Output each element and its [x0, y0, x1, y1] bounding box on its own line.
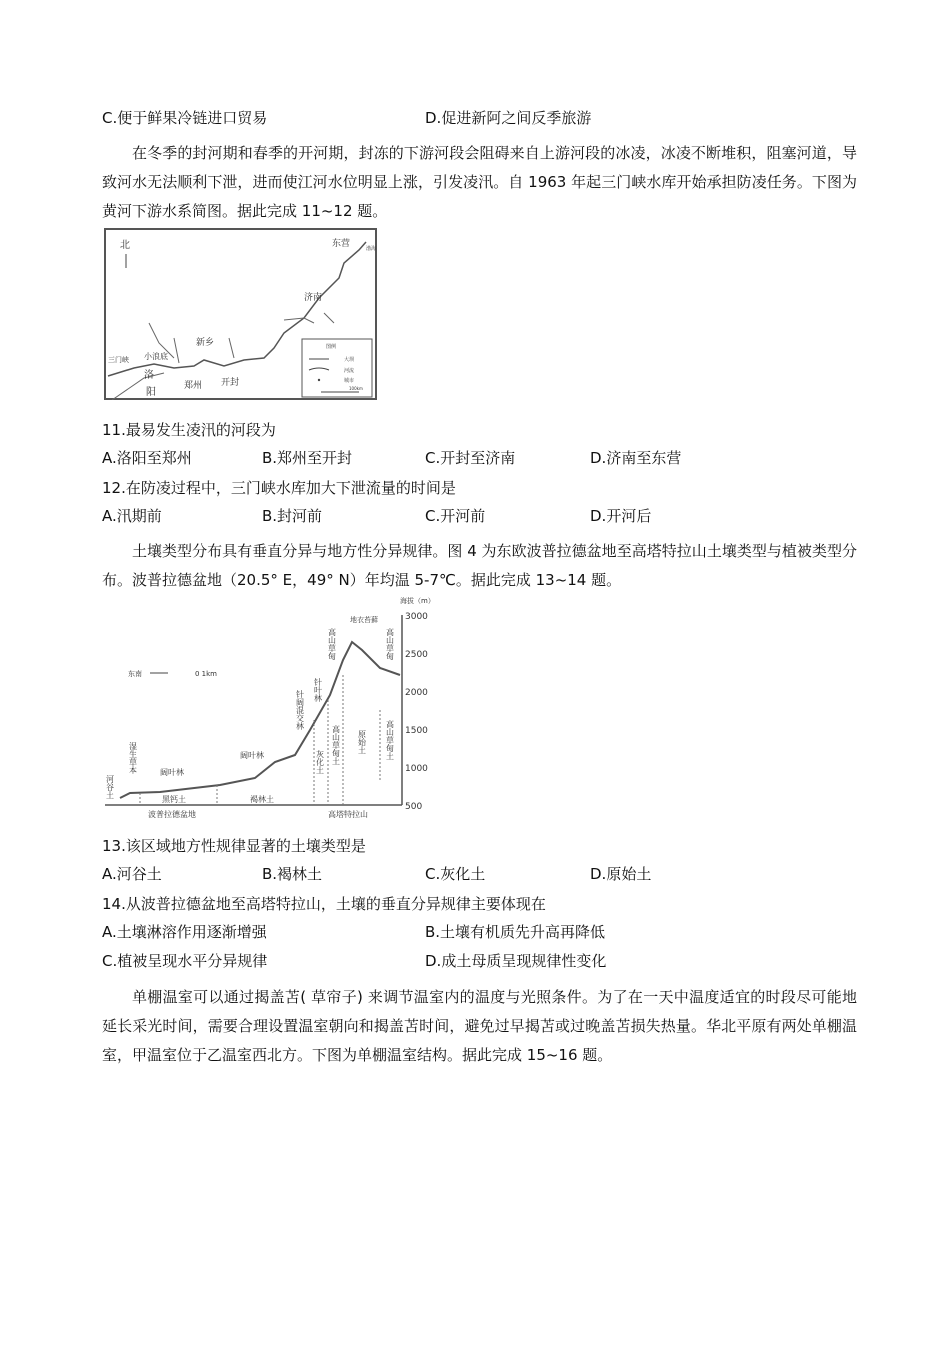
svg-text:阔叶林: 阔叶林	[240, 751, 264, 760]
svg-text:地衣苔藓: 地衣苔藓	[350, 616, 378, 624]
svg-text:2000: 2000	[405, 688, 428, 698]
q10-option-c: C.便于鲜果冷链进口贸易	[102, 109, 268, 127]
svg-text:0 1km: 0 1km	[195, 670, 218, 678]
q12-option-b: B.封河前	[262, 507, 323, 525]
svg-text:高山草甸土: 高山草甸土	[385, 720, 395, 760]
q12-option-d: D.开河后	[590, 507, 652, 525]
q10-option-d: D.促进新阿之间反季旅游	[425, 109, 592, 127]
svg-text:湿生草本: 湿生草本	[128, 742, 138, 774]
svg-text:3000: 3000	[405, 612, 428, 622]
svg-text:东营: 东营	[332, 239, 351, 249]
svg-text:大坝: 大坝	[344, 357, 355, 363]
svg-text:阔叶林: 阔叶林	[160, 768, 184, 777]
svg-text:黑钙土: 黑钙土	[162, 795, 186, 804]
svg-text:海拔（m）: 海拔（m）	[400, 597, 435, 605]
soil-profile-diagram	[100, 590, 440, 820]
svg-text:阳: 阳	[146, 387, 156, 398]
svg-text:500: 500	[405, 802, 423, 812]
q13-option-a: A.河谷土	[102, 865, 162, 883]
q12-option-a: A.汛期前	[102, 507, 162, 525]
q13-stem: 13.该区域地方性规律显著的土壤类型是	[102, 837, 366, 855]
svg-text:河流: 河流	[344, 368, 355, 374]
svg-text:开封: 开封	[221, 378, 240, 388]
svg-text:图例: 图例	[326, 344, 337, 350]
svg-text:济南: 济南	[304, 293, 323, 303]
svg-text:洛: 洛	[144, 370, 154, 381]
svg-text:新乡: 新乡	[196, 338, 215, 348]
svg-text:河谷土: 河谷土	[105, 775, 115, 799]
q11-stem: 11.最易发生凌汛的河段为	[102, 421, 276, 439]
q14-option-c: C.植被呈现水平分异规律	[102, 952, 268, 970]
q13-option-b: B.褐林土	[262, 865, 323, 883]
paragraph-greenhouse: 单棚温室可以通过揭盖苫( 草帘子) 来调节温室内的温度与光照条件。为了在一天中温度适宜的时段尽可能地延长采光时间，需要合理设置温室朝向和揭盖苫时间，避免过早揭苫或过晚盖苫损失热量。华北平原有两处单棚温室，甲温室位于乙温室西北方。下图为单棚温室结构。据此完成 15~16 题。	[102, 988, 857, 1064]
svg-text:渤海: 渤海	[366, 246, 377, 252]
svg-text:2500: 2500	[405, 650, 428, 660]
svg-text:波普拉德盆地: 波普拉德盆地	[148, 810, 196, 819]
svg-text:1000: 1000	[405, 764, 428, 774]
q11-option-c: C.开封至济南	[425, 449, 516, 467]
q12-option-c: C.开河前	[425, 507, 486, 525]
q11-option-d: D.济南至东营	[590, 449, 682, 467]
q14-option-b: B.土壤有机质先升高再降低	[425, 923, 606, 941]
svg-text:高山草甸: 高山草甸	[327, 628, 337, 660]
q11-option-a: A.洛阳至郑州	[102, 449, 192, 467]
svg-text:褐林土: 褐林土	[250, 795, 274, 804]
q12-stem: 12.在防凌过程中，三门峡水库加大下泄流量的时间是	[102, 479, 456, 497]
svg-text:1500: 1500	[405, 726, 428, 736]
q13-option-c: C.灰化土	[425, 865, 486, 883]
svg-text:原始土: 原始土	[357, 730, 367, 754]
north-label: 北	[120, 240, 130, 251]
q14-option-d: D.成土母质呈现规律性变化	[425, 952, 607, 970]
map-legend	[302, 339, 372, 397]
yellow-river-map	[104, 228, 377, 400]
svg-text:高山草甸土: 高山草甸土	[331, 725, 341, 765]
q14-option-a: A.土壤淋溶作用逐渐增强	[102, 923, 267, 941]
svg-text:100km: 100km	[349, 386, 363, 391]
svg-text:三门峡: 三门峡	[108, 356, 129, 364]
svg-text:郑州: 郑州	[184, 381, 203, 391]
svg-text:东南: 东南	[128, 670, 142, 678]
svg-text:针叶林: 针叶林	[313, 678, 323, 702]
svg-text:高塔特拉山: 高塔特拉山	[328, 810, 368, 819]
svg-text:城市: 城市	[344, 378, 355, 384]
svg-text:针阔混交林: 针阔混交林	[295, 690, 305, 730]
svg-text:灰化土: 灰化土	[315, 750, 325, 774]
q11-option-b: B.郑州至开封	[262, 449, 353, 467]
paragraph-soil: 土壤类型分布具有垂直分异与地方性分异规律。图 4 为东欧波普拉德盆地至高塔特拉山土壤类型与植被类型分布。波普拉德盆地（20.5° E，49° N）年均温 5-7℃。据此完成 13~14 题。	[102, 542, 857, 589]
paragraph-ice-flood: 在冬季的封河期和春季的开河期，封冻的下游河段会阻碍来自上游河段的冰凌，冰凌不断堆积，阻塞河道，导致河水无法顺利下泄，进而使江河水位明显上涨，引发凌汛。自 1963 年起三门峡水库开始承担防凌任务。下图为黄河下游水系简图。据此完成 11~12 题。	[102, 144, 857, 220]
svg-text:小浪底: 小浪底	[144, 352, 168, 361]
q14-stem: 14.从波普拉德盆地至高塔特拉山，土壤的垂直分异规律主要体现在	[102, 895, 546, 913]
svg-text:高山草甸: 高山草甸	[385, 628, 395, 660]
q13-option-d: D.原始土	[590, 865, 652, 883]
